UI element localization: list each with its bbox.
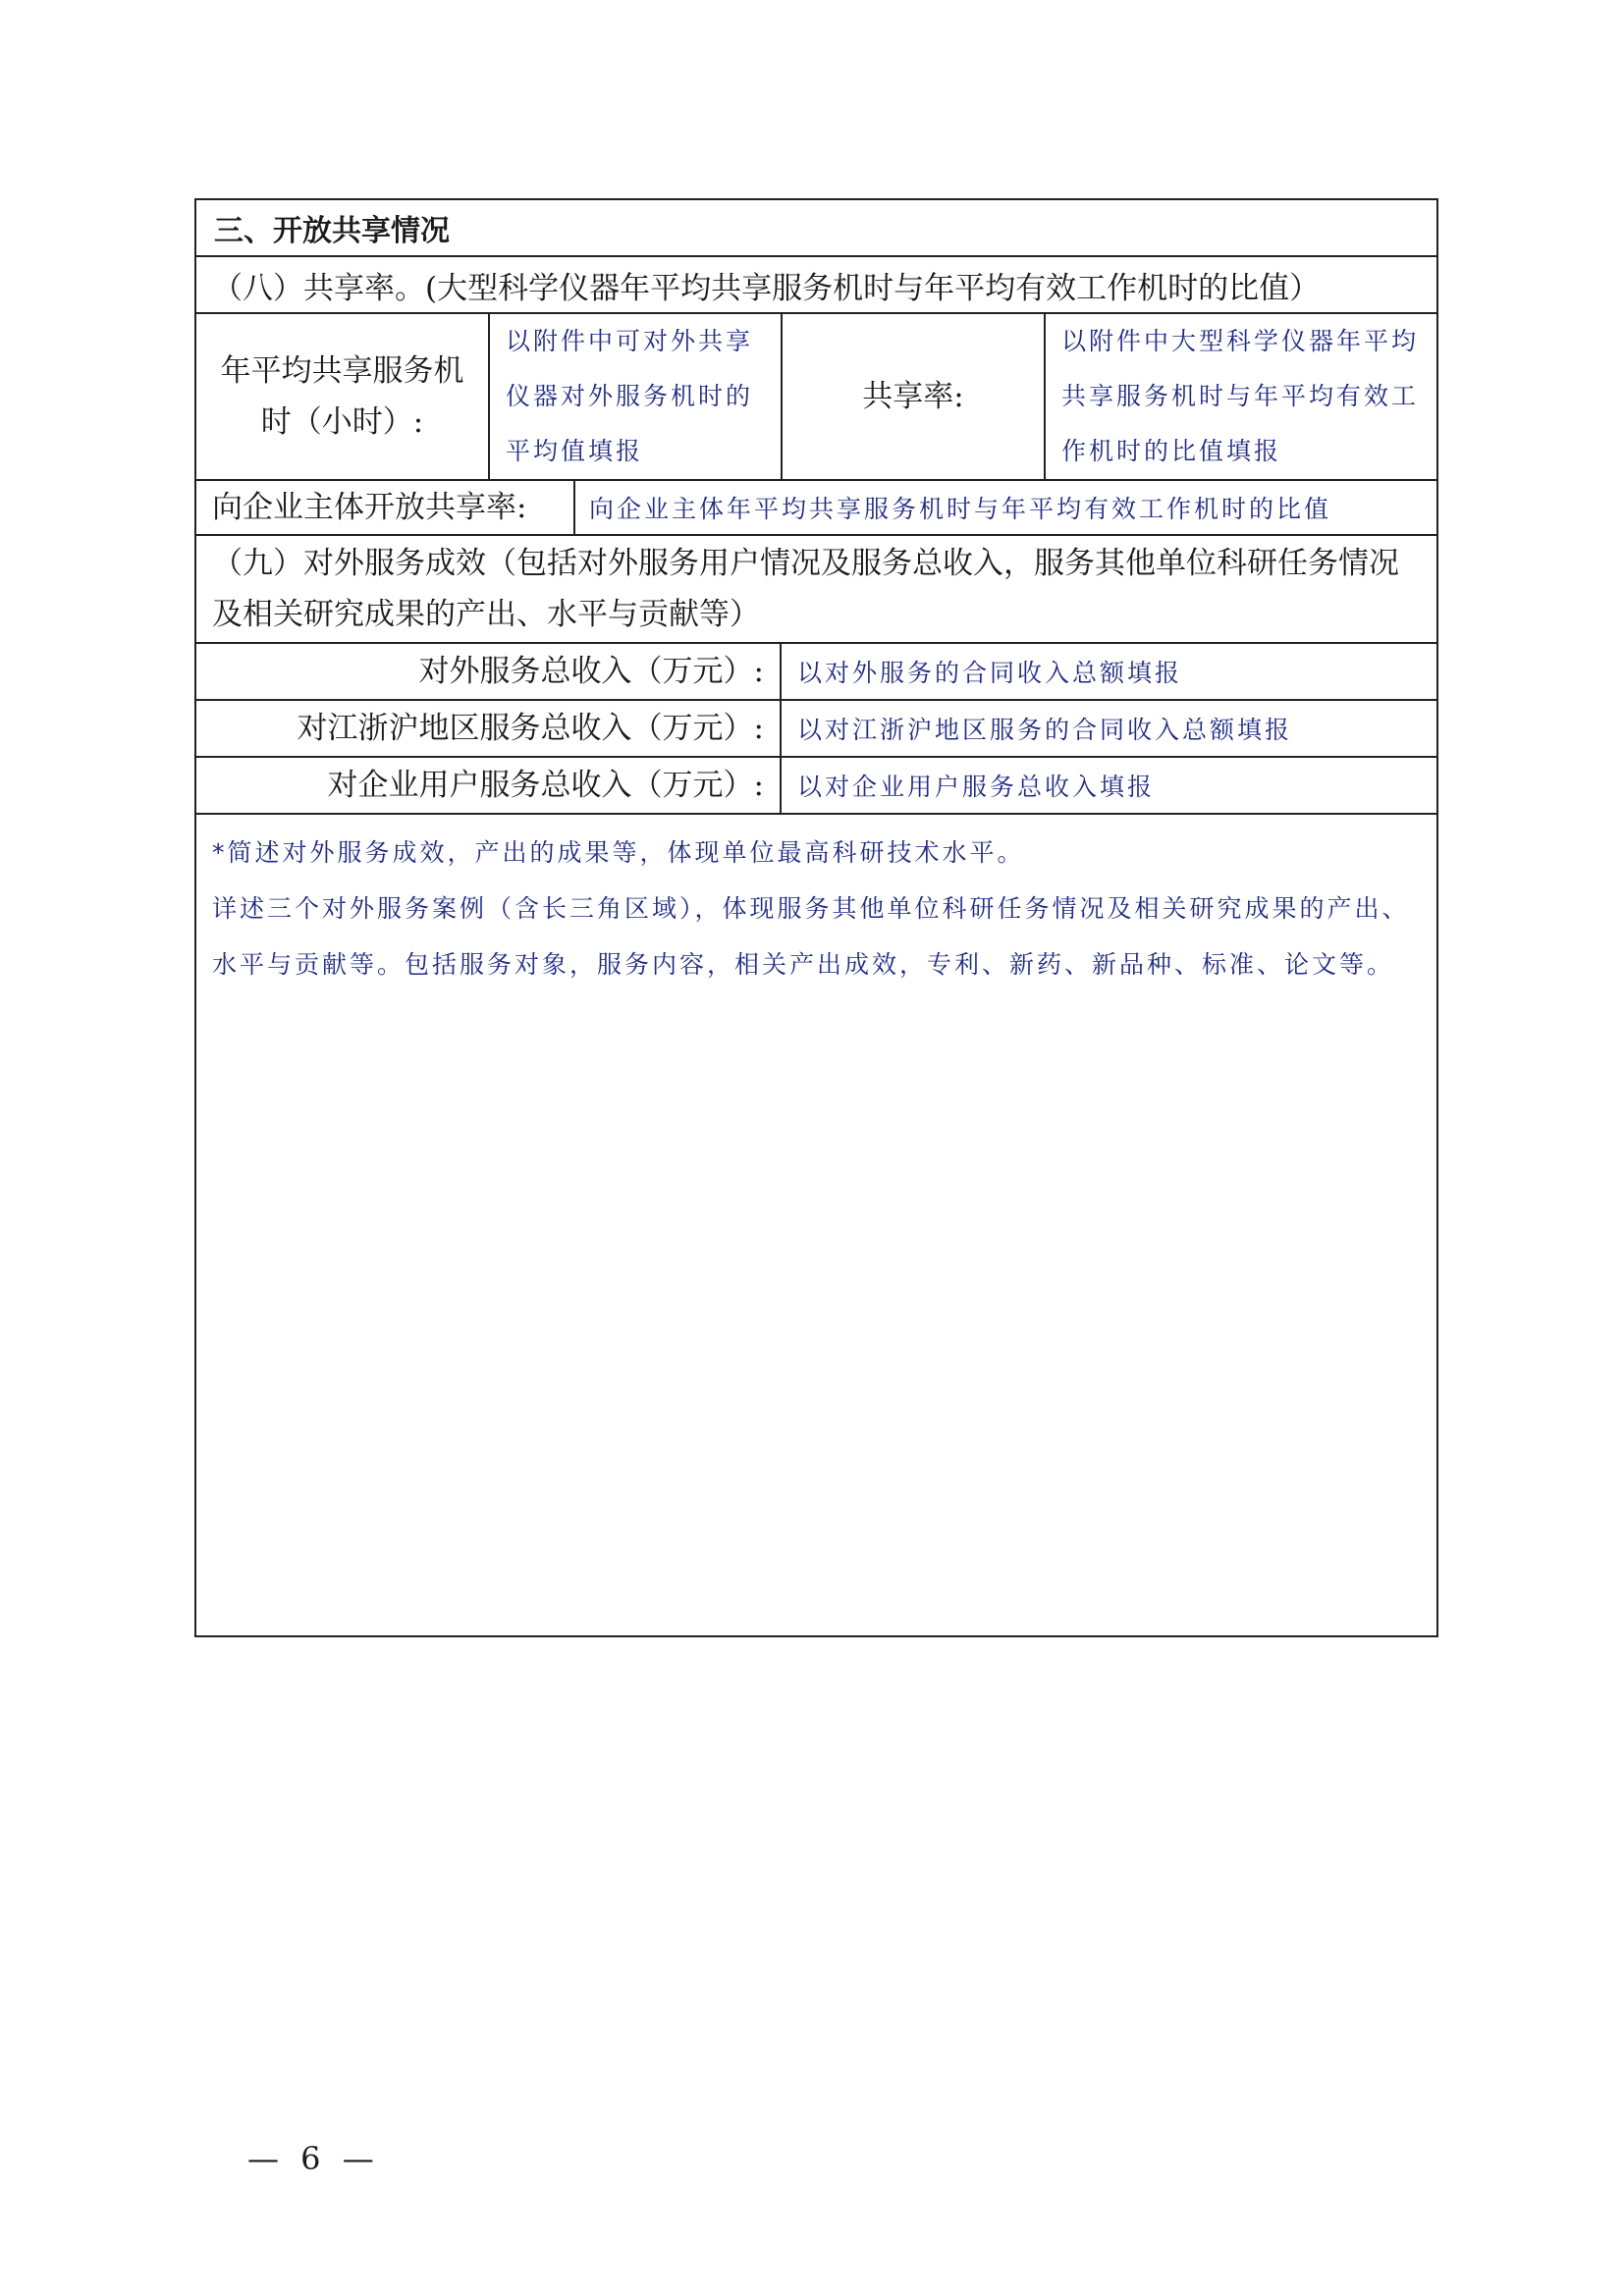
description-hint-1: *简述对外服务成效，产出的成果等，体现单位最高科研技术水平。 [212,838,1025,867]
page-number: — 6 — [247,2140,380,2177]
yangtze-income-field[interactable]: 以对江浙沪地区服务的合同收入总额填报 [797,716,1293,744]
item8-title: （八）共享率。(大型科学仪器年平均共享服务机时与年平均有效工作机时的比值） [212,270,1321,306]
section-title-row [196,200,1436,257]
annual-hours-field[interactable]: 以附件中可对外共享仪器对外服务机时的平均值填报 [490,314,783,479]
external-income-label: 对外服务总收入（万元）: [196,644,782,699]
income-row-yangtze [196,701,1436,758]
item9-title-row [196,536,1436,644]
enterprise-share-label: 向企业主体开放共享率: [196,481,575,534]
external-income-field[interactable]: 以对外服务的合同收入总额填报 [797,659,1183,687]
enterprise-income-label: 对企业用户服务总收入（万元）: [196,758,782,813]
share-rate-field[interactable]: 以附件中大型科学仪器年平均共享服务机时与年平均有效工作机时的比值填报 [1061,327,1420,465]
enterprise-share-field[interactable]: 向企业主体年平均共享服务机时与年平均有效工作机时的比值 [589,495,1332,523]
description-hint-2: 详述三个对外服务案例（含长三角区域），体现服务其他单位科研任务情况及相关研究成果的产出、水平与贡献等。包括服务对象，服务内容，相关产出成效，专利、新药、新品种、标准、论文等。 [212,894,1410,979]
service-description-field[interactable] [196,815,1436,1635]
enterprise-share-row [196,481,1436,536]
item9-title: （九）对外服务成效（包括对外服务用户情况及服务总收入，服务其他单位科研任务情况及相关研究成果的产出、水平与贡献等） [212,546,1399,632]
enterprise-income-field[interactable]: 以对企业用户服务总收入填报 [797,773,1156,801]
income-row-enterprise [196,758,1436,815]
income-row-external [196,644,1436,701]
sharing-form-table [194,198,1438,1637]
annual-share-row [196,314,1436,481]
annual-hours-label: 年平均共享服务机时（小时）: [196,314,490,479]
section-title: 三、开放共享情况 [214,214,450,248]
yangtze-income-label: 对江浙沪地区服务总收入（万元）: [196,701,782,756]
share-rate-label: 共享率: [783,314,1046,479]
service-description-row [196,815,1436,1635]
item8-title-row [196,257,1436,314]
